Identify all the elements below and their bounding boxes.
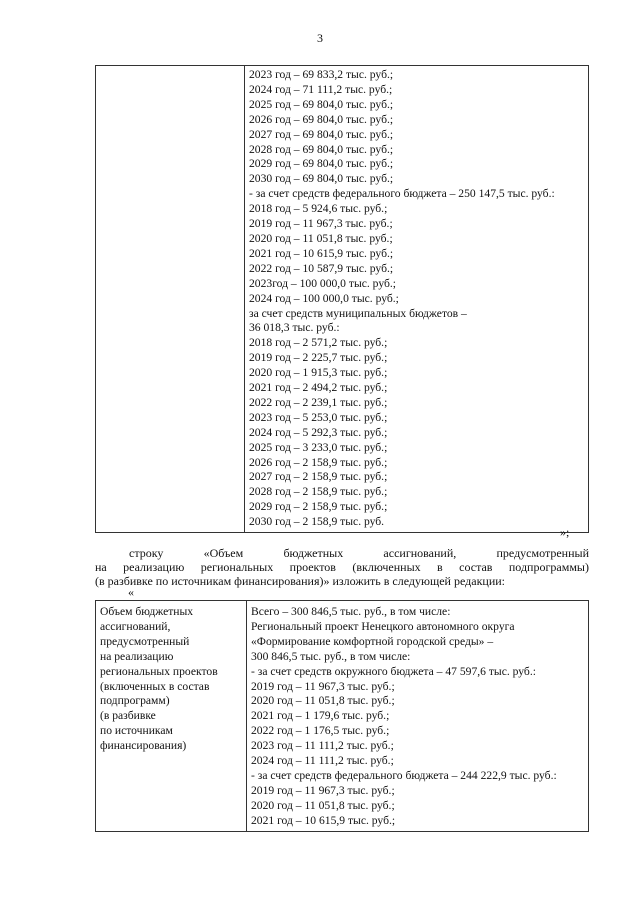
table2-right-line: 2019 год – 11 967,3 тыс. руб.; xyxy=(251,783,395,797)
table2-left-line: Объем бюджетных xyxy=(100,605,194,618)
table2-left-line: ассигнований, xyxy=(100,619,171,633)
table2-left-line: финансирования) xyxy=(100,739,187,753)
table1-line: 2030 год – 2 158,9 тыс. руб. xyxy=(249,515,385,529)
table2-right-line: 2022 год – 1 176,5 тыс. руб.; xyxy=(251,724,390,738)
paragraph-word: бюджетных xyxy=(283,546,344,560)
table1-line: 2027 год – 69 804,0 тыс. руб.; xyxy=(249,127,394,141)
table1-line: 2025 год – 69 804,0 тыс. руб.; xyxy=(249,97,394,111)
table2-left-line: по источникам xyxy=(100,724,173,738)
instruction-paragraph xyxy=(95,546,589,588)
table2-right-line: 2021 год – 1 179,6 тыс. руб.; xyxy=(251,709,390,723)
table2-left-line: региональных проектов xyxy=(100,664,218,678)
table2-left-cell xyxy=(96,601,247,832)
paragraph-word: реализацию xyxy=(123,560,185,574)
table2-right-lines xyxy=(251,605,588,829)
table2-left-line: (в разбивке xyxy=(100,709,156,723)
table2-right-line: «Формирование комфортной городской среды» – xyxy=(251,634,494,648)
paragraph-line-3: (в разбивке по источникам финансирования)» изложить в следующей редакции: xyxy=(95,574,505,588)
table1-line: 2018 год – 2 571,2 тыс. руб.; xyxy=(249,336,388,350)
table2-left-line: на реализацию xyxy=(100,649,174,663)
table2-right-line: 2020 год – 11 051,8 тыс. руб.; xyxy=(251,694,395,708)
table1-line: 2023год – 100 000,0 тыс. руб.; xyxy=(249,276,396,290)
table1-line: 2020 год – 11 051,8 тыс. руб.; xyxy=(249,231,393,245)
table1-line: 2028 год – 69 804,0 тыс. руб.; xyxy=(249,142,394,156)
paragraph-word: строку xyxy=(129,546,164,560)
table1-right-cell xyxy=(245,66,589,533)
table1-line: 2030 год – 69 804,0 тыс. руб.; xyxy=(249,172,394,186)
table1-line: 2024 год – 5 292,3 тыс. руб.; xyxy=(249,425,388,439)
table1-line: 2021 год – 2 494,2 тыс. руб.; xyxy=(249,381,388,395)
table1-line: 2022 год – 2 239,1 тыс. руб.; xyxy=(249,395,388,409)
paragraph-word: состав xyxy=(459,560,493,574)
table2-right-line: Всего – 300 846,5 тыс. руб., в том числе: xyxy=(251,605,451,618)
table1-line: 2023 год – 5 253,0 тыс. руб.; xyxy=(249,410,388,424)
table1-line: 2026 год – 69 804,0 тыс. руб.; xyxy=(249,112,394,126)
paragraph-word: (включенных xyxy=(352,560,421,574)
table1-line: 2019 год – 2 225,7 тыс. руб.; xyxy=(249,351,388,365)
table1-line: 2024 год – 100 000,0 тыс. руб.; xyxy=(249,291,399,305)
table2-right-line: 2024 год – 11 111,2 тыс. руб.; xyxy=(251,754,394,768)
table2-right-line: 2023 год – 11 111,2 тыс. руб.; xyxy=(251,739,394,753)
paragraph-word: региональных xyxy=(200,560,274,574)
table1-line: 2028 год – 2 158,9 тыс. руб.; xyxy=(249,485,388,499)
closing-quote: »; xyxy=(560,525,570,539)
table1-line: 2027 год – 2 158,9 тыс. руб.; xyxy=(249,470,388,484)
table2-right-line: - за счет средств федерального бюджета – 244 222,9 тыс. руб.: xyxy=(251,768,557,782)
table2-right-line: - за счет средств окружного бюджета – 47 597,6 тыс. руб.: xyxy=(251,664,536,678)
table1-line: 2022 год – 10 587,9 тыс. руб.; xyxy=(249,261,394,275)
table1-line: 2029 год – 69 804,0 тыс. руб.; xyxy=(249,157,394,171)
table1-line: 2029 год – 2 158,9 тыс. руб.; xyxy=(249,500,388,514)
table2-left-lines xyxy=(100,605,246,754)
table2-left-line: (включенных в состав xyxy=(100,679,210,693)
paragraph-line-1 xyxy=(95,546,589,560)
table1-line: - за счет средств федерального бюджета – 250 147,5 тыс. руб.: xyxy=(249,187,555,201)
table1-line: 2025 год – 3 233,0 тыс. руб.; xyxy=(249,440,388,454)
table2-left-line: подпрограмм) xyxy=(100,694,170,708)
table1-line: 36 018,3 тыс. руб.: xyxy=(249,321,340,335)
paragraph-word: в xyxy=(437,560,443,574)
paragraph-word: на xyxy=(95,560,107,574)
table2-right-cell xyxy=(247,601,589,832)
paragraph-word: подпрограммы) xyxy=(508,560,589,574)
table2-right-line: Региональный проект Ненецкого автономного округа xyxy=(251,619,515,633)
table1-line: 2024 год – 71 111,2 тыс. руб.; xyxy=(249,82,393,96)
table1-line: 2026 год – 2 158,9 тыс. руб.; xyxy=(249,455,388,469)
table1-line: 2020 год – 1 915,3 тыс. руб.; xyxy=(249,366,388,380)
page-number: 3 xyxy=(317,31,323,45)
paragraph-word: предусмотренный xyxy=(496,546,589,560)
table2-right-line: 2019 год – 11 967,3 тыс. руб.; xyxy=(251,679,395,693)
table1-line: 2019 год – 11 967,3 тыс. руб.; xyxy=(249,217,393,231)
table2-left-line: предусмотренный xyxy=(100,634,190,648)
table2-right-line: 2020 год – 11 051,8 тыс. руб.; xyxy=(251,798,395,812)
table1-lines xyxy=(249,68,588,530)
table1-line: 2023 год – 69 833,2 тыс. руб.; xyxy=(249,68,394,81)
budget-table-continuation xyxy=(95,65,589,533)
budget-table-new xyxy=(95,600,589,832)
table1-left-cell xyxy=(96,66,245,533)
opening-quote: « xyxy=(128,585,134,599)
paragraph-word: «Объем xyxy=(203,546,244,560)
paragraph-word: проектов xyxy=(289,560,336,574)
paragraph-line-2 xyxy=(95,560,589,574)
table1-line: за счет средств муниципальных бюджетов – xyxy=(249,306,467,320)
table2-right-line: 300 846,5 тыс. руб., в том числе: xyxy=(251,649,411,663)
paragraph-word: ассигнований, xyxy=(383,546,457,560)
table2-right-line: 2021 год – 10 615,9 тыс. руб.; xyxy=(251,813,396,827)
table1-line: 2021 год – 10 615,9 тыс. руб.; xyxy=(249,246,394,260)
table1-line: 2018 год – 5 924,6 тыс. руб.; xyxy=(249,202,388,216)
